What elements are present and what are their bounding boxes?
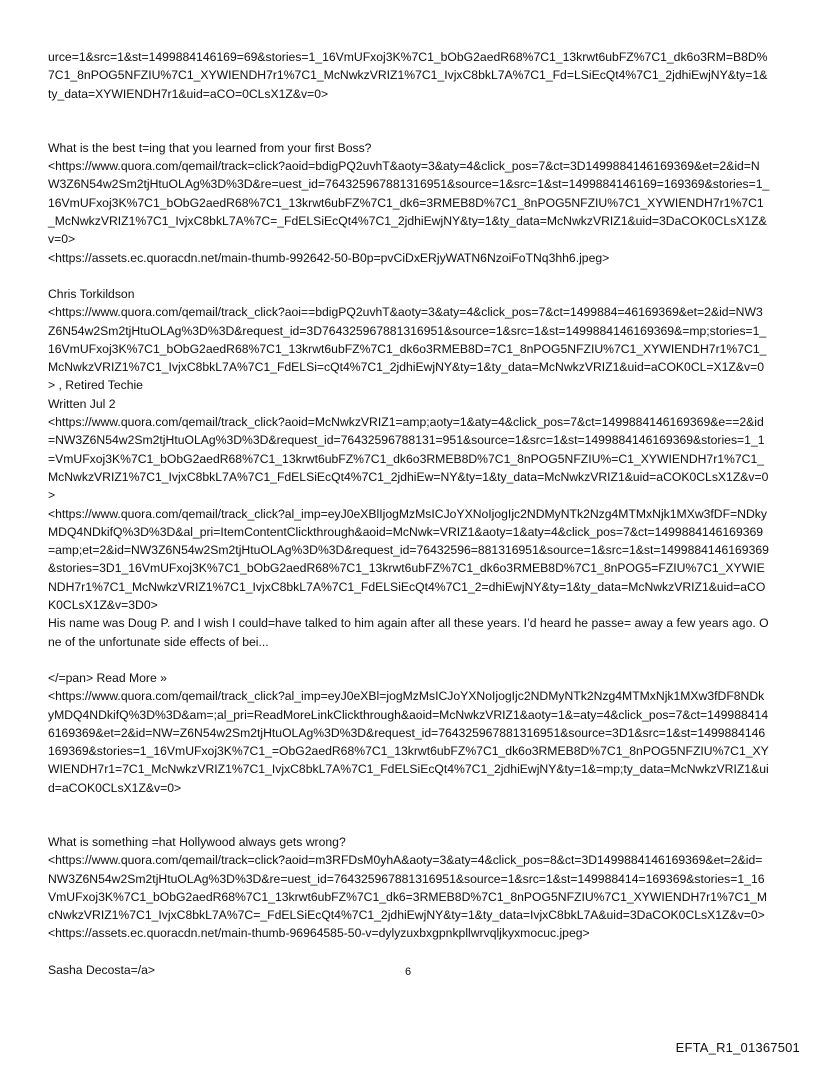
author-name-sasha: Sasha Decosta=/a> — [48, 962, 156, 977]
spacer — [48, 797, 770, 833]
spacer — [48, 267, 770, 285]
bates-number: EFTA_R1_01367501 — [675, 1040, 800, 1055]
question-entry-best-thing: What is the best t=ing that you learned from your first Boss? <https://www.quora.com/qemail/track=click?aoid=bdigPQ2uvhT&aoty=3&aty=4&click_pos=7&ct=3D1499884146169369&et=2&id=NW3Z6N54w2Sm2tjHtuOLAg%3D%3D&re=uest_id=764325967881316951&source=1&src=1&st=1499884146169=169369&stories=1_16VmUFxoj3K%7C1_bObG2aedR68%7C1_13krwt6ubFZ%7C1_dk6=3RMEB8D%7C1_8nPOG5NFZIU%7C1_XYWIENDH7r1%7C1_McNwkzVRIZ1%7C1_IvjxC8bkL7A%7C=_FdELSiEcQt4%7C1_2jdhiEwjNY&ty=1&ty_data=McNwkzVRIZ1&uid=3DaCOK0CLsX1Z&v=0> <https://assets.ec.quoracdn.net/main-thumb-992642-50-B0p=pvCiDxERjyWATN6NzoiFoTNq3hh6.jpeg> — [48, 140, 770, 265]
answer-entry-chris-torkildson: Chris Torkildson <https://www.quora.com/qemail/track_click?aoi==bdigPQ2uvhT&aoty=3&aty=4&click_pos=7&ct=1499884=46169369&et=2&id=NW3Z6N54w2Sm2tjHtuOLAg%3D%3D&request_id=3D764325967881316951&source=1&src=1&st=1499884146169369&=mp;stories=1_16VmUFxoj3K%7C1_bObG2aedR68%7C1_13krwt6ubFZ%7C1_dk6o3RMEB8D=7C1_8nPOG5NFZIU%7C1_XYWIENDH7r1%7C1_McNwkzVRIZ1%7C1_IvjxC8bkL7A%7C1_FdELSi=cQt4%7C1_2jdhiEwjNY&ty=1&ty_data=McNwkzVRIZ1&uid=aCOK0CL=X1Z&v=0> , Retired Techie Written Jul 2 <https://www.quora.com/qemail/track_click?aoid=McNwkzVRIZ1=amp;aoty=1&aty=4&click_pos=7&ct=1499884146169369&e==2&id=NW3Z6N54w2Sm2tjHtuOLAg%3D%3D&request_id=76432596788131=951&source=1&src=1&st=1499884146169369&stories=1_1=VmUFxoj3K%7C1_bObG2aedR68%7C1_13krwt6ubFZ%7C1_dk6o3RMEB8D%7C1_8nPOG5NFZIU%=C1_XYWIENDH7r1%7C1_McNwkzVRIZ1%7C1_IvjxC8bkL7A%7C1_FdELSiEcQt4%7C1_2jdhiEw=NY&ty=1&ty_data=McNwkzVRIZ1&uid=aCOK0CLsX1Z&v=0> <https://www.quora.com/qemail/track_click?al_imp=eyJ0eXBlIjogMzMsICJoYXNoIjogIjc2NDMyNTk2Nzg4MTMxNjk1MXw3fDF=NDkyMDQ4NDkifQ%3D%3D&al_pri=ItemContentClickthrough&aoid=McNwk=VRIZ1&aoty=1&aty=4&click_pos=7&ct=1499884146169369=amp;et=2&id=NW3Z6N54w2Sm2tjHtuOLAg%3D%3D&request_id=76432596=881316951&source=1&src=1&st=1499884146169369&stories=3D1_16VmUFxoj3K%7C1_bObG2aedR68%7C1_13krwt6ubFZ%7C1_dk6o3RMEB8D%7C1_8nPOG5=FZIU%7C1_XYWIENDH7r1%7C1_McNwkzVRIZ1%7C1_IvjxC8bkL7A%7C1_FdELSiEcQt4%7C1_2=dhiEwjNY&ty=1&ty_data=McNwkzVRIZ1&uid=aCOK0CLsX1Z&v=3D0> His name was Doug P. and I wish I could=have talked to him again after all these years. I’d heard he passe= away a few years ago. One of the unfortunate side effects of bei... — [48, 286, 769, 649]
page-number: 6 — [404, 966, 412, 978]
spacer — [48, 651, 770, 669]
read-more-link-entry: </=pan> Read More » <https://www.quora.com/qemail/track_click?al_imp=eyJ0eXBl=jogMzMsICJoYXNoIjogIjc2NDMyNTk2Nzg4MTMxNjk1MXw3fDF8NDkyMDQ4NDkifQ%3D%3D&am=;al_pri=ReadMoreLinkClickthrough&aoid=McNwkzVRIZ1&aoty=1&=aty=4&click_pos=7&ct=1499884146169369&et=2&id=NW=Z6N54w2Sm2tjHtuOLAg%3D%3D&request_id=764325967881316951&source=3D1&src=1&st=1499884146169369&stories=1_16VmUFxoj3K%7C1_=ObG2aedR68%7C1_13krwt6ubFZ%7C1_dk6o3RMEB8D%7C1_8nPOG5NFZIU%7C1_XYWIENDH7r1=7C1_McNwkzVRIZ1%7C1_IvjxC8bkL7A%7C1_FdELSiEcQt4%7C1_2jdhiEwjNY&ty=1&=mp;ty_data=McNwkzVRIZ1&uid=aCOK0CLsX1Z&v=0> — [48, 670, 769, 795]
spacer — [48, 103, 770, 139]
question-entry-hollywood: What is something =hat Hollywood always gets wrong? <https://www.quora.com/qemail/track=click?aoid=m3RFDsM0yhA&aoty=3&aty=4&click_pos=8&ct=3D1499884146169369&et=2&id=NW3Z6N54w2Sm2tjHtuOLAg%3D%3D&re=uest_id=764325967881316951&source=1&src=1&st=149988414=169369&stories=1_16VmUFxoj3K%7C1_bObG2aedR68%7C1_13krwt6ubFZ%7C1_dk6=3RMEB8D%7C1_8nPOG5NFZIU%7C1_XYWIENDH7r1%7C1_McNwkzVRIZ1%7C1_IvjxC8bkL7A%7C=_FdELSiEcQt4%7C1_2jdhiEwjNY&ty=1&ty_data=IvjxC8bkL7A&uid=3DaCOK0CLsX1Z&v=0> <https://assets.ec.quoracdn.net/main-thumb-96964585-50-v=dylyzuxbxgpnkpllwrvqljkyxmocuc.jpeg> — [48, 834, 768, 941]
spacer — [48, 943, 770, 961]
document-body — [48, 48, 770, 979]
email-fragment-continuation: urce=1&src=1&st=1499884146169=69&stories=1_16VmUFxoj3K%7C1_bObG2aedR68%7C1_13krwt6ubFZ%7C1_dk6o3RM=B8D%7C1_8nPOG5NFZIU%7C1_XYWIENDH7r1%7C1_McNwkzVRIZ1%7C1_IvjxC8bkL7A%7C1_Fd=LSiEcQt4%7C1_2jdhiEwjNY&ty=1&ty_data=XYWIENDH7r1&uid=aCO=0CLsX1Z&v=0> — [48, 50, 768, 101]
